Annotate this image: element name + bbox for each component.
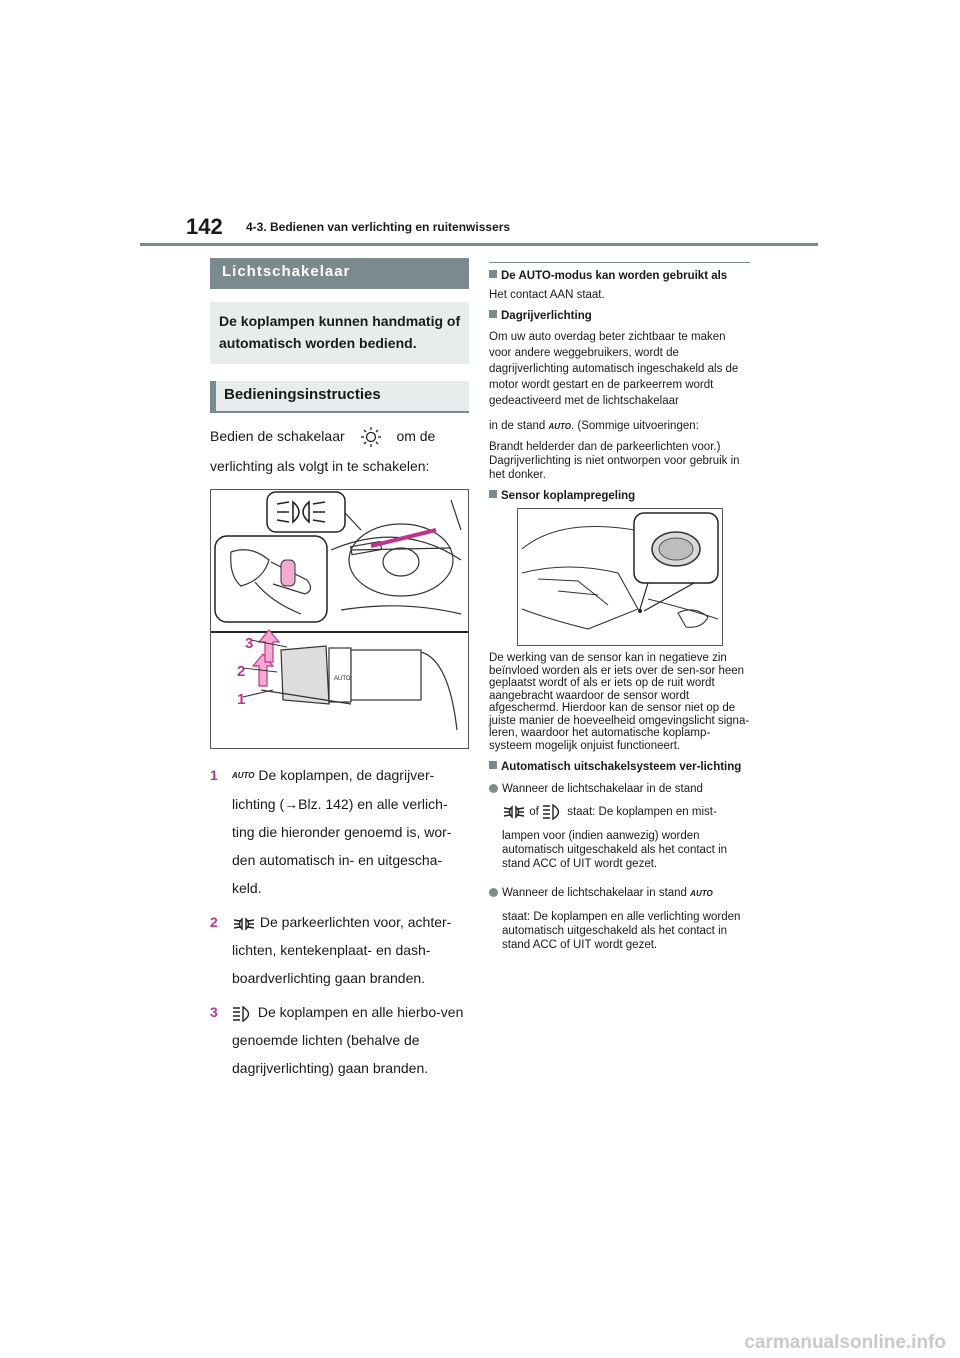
label-1: 1 — [237, 691, 246, 708]
bullet-2-cont: staat: De koplampen en alle verlichting worden automatisch uitgeschakeld als het contact in stand ACC of UIT wordt gezet. — [502, 911, 741, 951]
light-switch-icon — [349, 426, 393, 448]
bullet-1-cont: lampen voor (indien aanwezig) worden automatisch uitgeschakeld als het contact in stand ACC of UIT wordt gezet. — [502, 830, 728, 870]
auto-icon: AUTO — [232, 771, 255, 781]
intro-box: De koplampen kunnen handmatig of automatisch worden bediend. — [210, 302, 469, 364]
auto-icon: AUTO — [690, 889, 713, 898]
auto-mode-heading: De AUTO-modus kan worden gebruikt als — [489, 270, 750, 282]
right-top-rule — [489, 262, 750, 263]
section-banner: Lichtschakelaar — [210, 258, 469, 289]
headlight-icon — [542, 803, 564, 821]
label-3: 3 — [245, 635, 254, 652]
left-column — [210, 258, 469, 1082]
auto-icon: AUTO — [548, 422, 571, 431]
step-2: 2 De parkeerlichten voor, achter-lichten, kentekenplaat- en dash-boardverlichting gaan branden. — [210, 914, 452, 987]
bullet-1-icons: of staat: De koplampen en mist- — [489, 803, 750, 821]
auto-off-heading: Automatisch uitschakelsysteem ver-lichting — [489, 761, 750, 773]
sensor-illustration — [517, 508, 723, 646]
drl-heading: Dagrijverlichting — [489, 310, 750, 322]
watermark: carmanualsonline.info — [744, 1332, 946, 1353]
subheading-rule — [210, 411, 469, 413]
page-number: 142 — [186, 214, 223, 239]
switch-auto-label: AUTO — [334, 676, 351, 682]
headlight-icon — [232, 1005, 254, 1023]
sensor-heading: Sensor koplampregeling — [489, 490, 750, 502]
sensor-text: De werking van de sensor kan in negatieve zin beïnvloed worden als er iets over de sen-sor heen geplaatst wordt of als er iets op de ruit wordt aangebracht waardoor de sensor wordt afgeschermd. Hierdoor kan de sensor niet op de juiste manier de hoeveelheid omgevingslicht signa-leren, waardoor het automatische koplamp-systeem mogelijk onjuist functioneert. — [489, 652, 750, 752]
label-2: 2 — [237, 663, 246, 680]
right-column — [489, 262, 750, 952]
drl-text-3: Brandt helderder dan de parkeerlichten voor.) Dagrijverlichting is niet ontworpen voor gebruik in het donker. — [489, 441, 740, 481]
steps-list — [210, 761, 469, 1082]
auto-mode-text: Het contact AAN staat. — [489, 289, 605, 301]
parking-light-icon — [502, 804, 526, 820]
subheading: Bedieningsinstructies — [210, 381, 469, 411]
instruction-line-2: verlichting als volgt in te schakelen: — [210, 458, 430, 474]
step-1: 1 AUTO De koplampen, de dagrijver-lichting (→Blz. 142) en alle verlich-ting die hieronder genoemd is, wor-den automatisch in- en uitgescha-keld. — [210, 761, 469, 902]
parking-light-icon — [232, 916, 256, 932]
header-rule — [140, 243, 818, 246]
bullet-1: Wanneer de lichtschakelaar in de stand — [489, 782, 750, 796]
switch-diagram — [211, 490, 468, 748]
instruction: Bedien de schakelaar om de — [210, 421, 469, 451]
drl-text-1: Om uw auto overdag beter zichtbaar te maken voor andere weggebruikers, wordt de dagrijverlichting automatisch ingeschakeld als de motor wordt gestart en de parkeerrem wordt gedeactiveerd met de lichtschakelaar — [489, 331, 739, 407]
bullet-2: Wanneer de lichtschakelaar in stand AUTO — [489, 886, 750, 901]
step-3: 3 De koplampen en alle hierbo-ven genoemde lichten (behalve de dagrijverlichting) gaan branden. — [210, 1004, 464, 1077]
light-switch-illustration — [210, 489, 469, 749]
chapter-title: 4-3. Bedienen van verlichting en ruitenwissers — [246, 220, 511, 234]
drl-text-2: in de stand AUTO. (Sommige uitvoeringen: — [489, 420, 699, 432]
